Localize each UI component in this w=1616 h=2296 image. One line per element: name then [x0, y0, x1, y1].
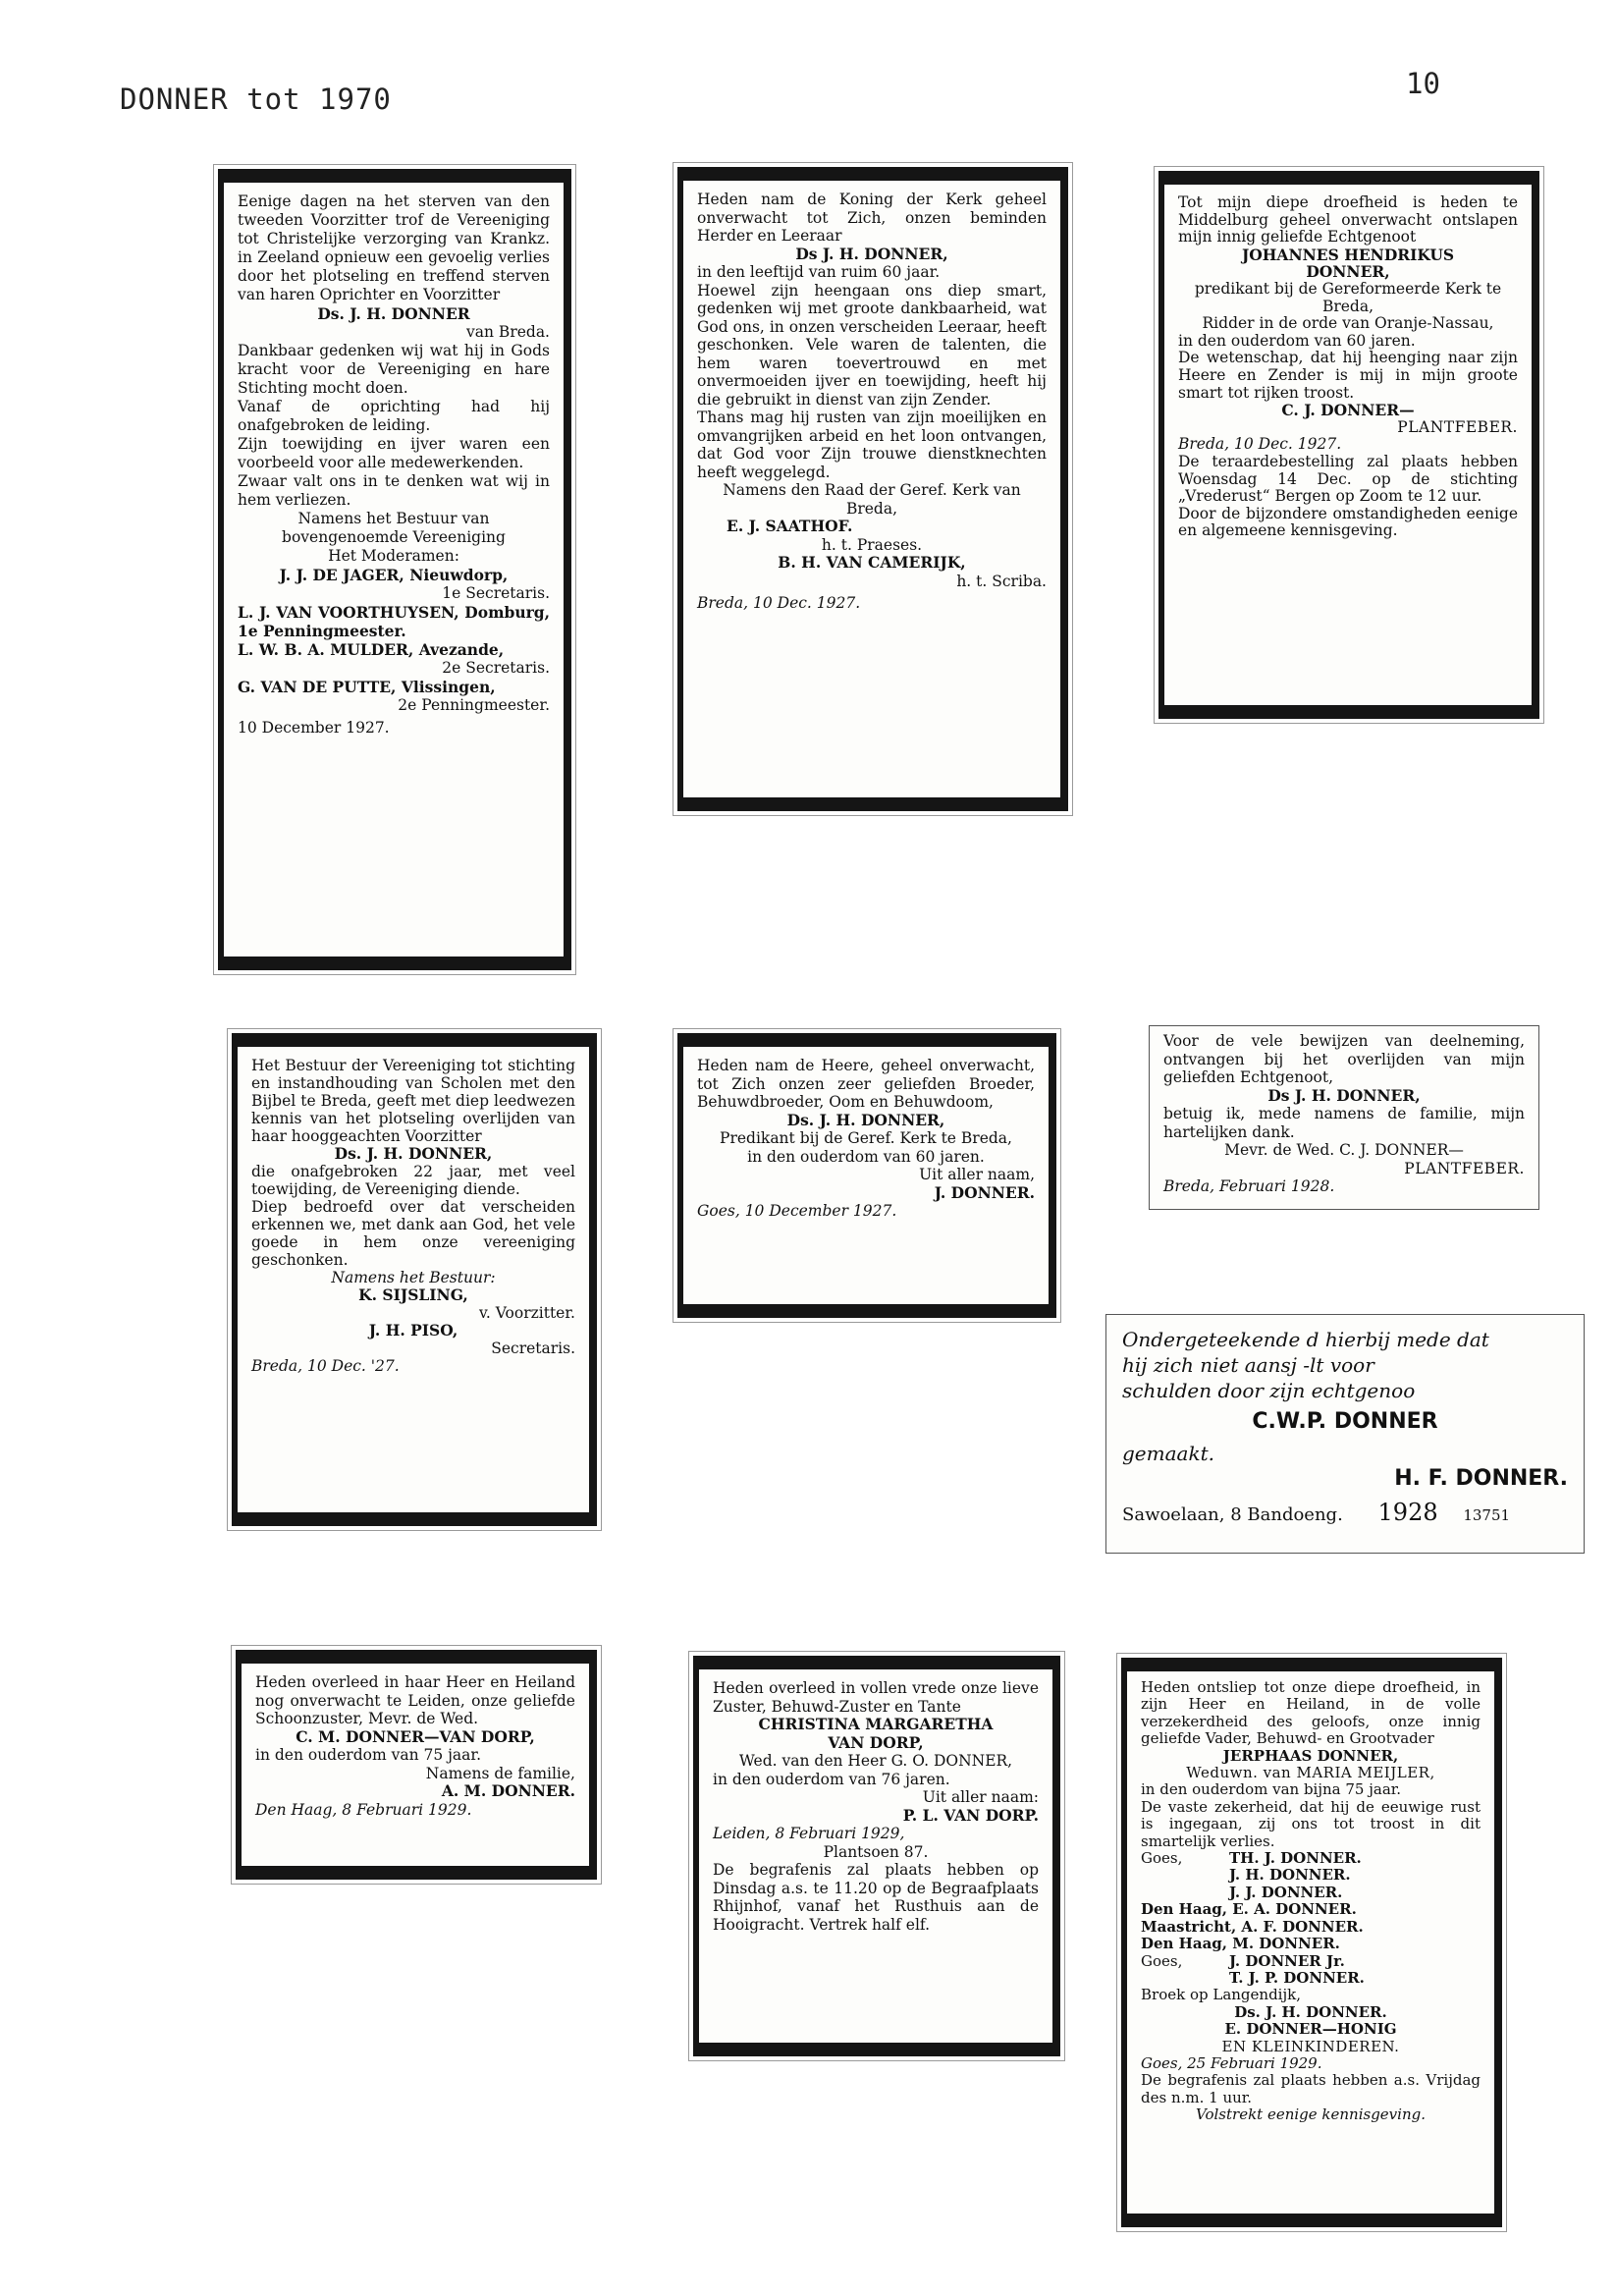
clip-signatory: A. M. DONNER. — [441, 1781, 575, 1800]
clip-signatory: J. DONNER. — [934, 1182, 1035, 1202]
clip-text: in den ouderdom van 60 jaren. — [1178, 331, 1416, 350]
clip-place: Goes, — [1141, 1849, 1183, 1868]
clip-signatory: Mevr. de Wed. C. J. DONNER— — [1224, 1141, 1464, 1159]
clip-signatory: Ds. J. H. DONNER. — [1234, 2002, 1387, 2021]
clip-text: Wed. van den Heer G. O. DONNER, — [738, 1752, 1013, 1770]
clip-signatory: J. H. DONNER. — [1229, 1866, 1351, 1885]
page-title: DONNER tot 1970 — [120, 82, 392, 116]
clip-name: VAN DORP, — [828, 1732, 924, 1752]
clip-text: in den leeftijd van ruim 60 jaar. — [697, 263, 941, 281]
clip-name: JERPHAAS DONNER, — [1222, 1746, 1399, 1765]
clip-date: Breda, 10 Dec. 1927. — [697, 594, 861, 612]
clip-text: Namens de familie, — [425, 1764, 575, 1782]
clip-date: Breda, 10 Dec. '27. — [251, 1357, 400, 1375]
clip-text: Namens het Bestuur: — [331, 1269, 496, 1286]
clip-text: PLANTFEBER. — [1404, 1159, 1525, 1177]
clip-text: Heden ontsliep tot onze diepe droefheid, in zijn Heer en Heiland, in de volle verzekerdheid des geloofs, onze innig geliefde Vader, Behuwd- en Grootvader — [1141, 1678, 1481, 1748]
clip-text: Zijn toewijding en ijver waren een voorbeeld voor alle medewerkenden. — [238, 435, 550, 471]
clipping-broeder-goes — [677, 1033, 1056, 1318]
clip-date: Goes, 10 December 1927. — [697, 1202, 897, 1220]
clip-text: Volstrekt eenige kennisgeving. — [1196, 2105, 1426, 2124]
clipping-kerkeraad-breda — [677, 167, 1068, 811]
clip-text: in den ouderdom van 75 jaar. — [255, 1746, 482, 1764]
clip-name: JOHANNES HENDRIKUS — [1241, 245, 1455, 264]
clip-text: predikant bij de Gereformeerde Kerk te Breda, — [1194, 279, 1502, 315]
clip-text: betuig ik, mede namens de familie, mijn hartelijken dank. — [1163, 1105, 1525, 1141]
clip-signatory: E. DONNER—HONIG — [1224, 2020, 1397, 2039]
clip-name: C. M. DONNER—VAN DORP, — [296, 1726, 535, 1746]
clip-date: Goes, 25 Februari 1929. — [1141, 2053, 1322, 2072]
clip-text: Hoewel zijn heengaan ons diep smart, gedenken wij met groote dankbaarheid, wat God ons, in onzen verscheiden Leeraar, heeft geschonken. Vele waren de talenten, die hem waren toevertrouwd en met onvermoeiden ijver en toewijding, heeft hij die gebruikt in dienst van zijn Zender. — [697, 281, 1047, 409]
clip-text: h. t. Praeses. — [821, 535, 923, 554]
clip-date: Leiden, 8 Februari 1929, — [713, 1825, 905, 1842]
clip-text: v. Voorzitter. — [478, 1304, 575, 1322]
clip-text: Ondergeteekende d hierbij mede dat — [1122, 1328, 1489, 1351]
clip-text: Uit aller naam: — [922, 1788, 1039, 1806]
clip-text: Zwaar valt ons in te denken wat wij in hem verliezen. — [238, 472, 550, 509]
clip-signatory: L. J. VAN VOORTHUYSEN, Domburg, 1e Penningmeester. — [238, 603, 550, 640]
page-number: 10 — [1406, 67, 1440, 100]
clip-text: Predikant bij de Geref. Kerk te Breda, — [720, 1129, 1012, 1147]
clip-text: Diep bedroefd over dat verscheiden erkennen we, met dank aan God, het vele goede in hem onze vereeniging geschonken. — [251, 1198, 575, 1269]
clip-signatory: J. J. DONNER. — [1229, 1883, 1343, 1901]
clip-text: van Breda. — [466, 323, 550, 341]
clip-date: Breda, 10 Dec. 1927. — [1178, 435, 1342, 454]
clip-signatory: J. DONNER Jr. — [1229, 1951, 1345, 1970]
clip-text: Voor de vele bewijzen van deelneming, ontvangen bij het overlijden van mijn geliefden Echtgenoot, — [1163, 1032, 1525, 1086]
clip-text: in den ouderdom van 60 jaren. — [747, 1147, 985, 1166]
clip-text: Heden nam de Koning der Kerk geheel onverwacht tot Zich, onzen beminden Herder en Leeraar — [697, 191, 1047, 245]
clip-text: Ridder in de orde van Oranje-Nassau, — [1202, 314, 1494, 333]
clip-text: Vanaf de oprichting had hij onafgebroken de leiding. — [238, 398, 550, 434]
clip-signatory: B. H. VAN CAMERIJK, — [778, 553, 966, 572]
clip-name: C.W.P. DONNER — [1252, 1409, 1438, 1434]
clip-signatory: E. J. SAATHOF. — [727, 517, 853, 535]
clipping-jerphaas-donner — [1121, 1658, 1502, 2227]
clip-text: 2e Penningmeester. — [398, 696, 550, 714]
clip-date: Den Haag, 8 Februari 1929. — [255, 1800, 472, 1819]
clip-signatory: G. VAN DE PUTTE, Vlissingen, — [238, 678, 496, 696]
clip-place: Broek op Langendijk, — [1141, 1986, 1301, 2004]
clipping-schoonzuster — [236, 1650, 597, 1880]
clip-signatory: J. J. DE JAGER, Nieuwdorp, — [279, 566, 509, 584]
clip-text: Weduwn. van MARIA MEIJLER, — [1186, 1764, 1435, 1782]
clip-text: PLANTFEBER. — [1397, 417, 1518, 436]
clip-text: Tot mijn diepe droefheid is heden te Middelburg geheel onverwacht ontslapen mijn innig geliefde Echtgenoot — [1178, 193, 1518, 246]
clip-text: 1e Secretaris. — [442, 584, 550, 602]
clip-name: Ds. J. H. DONNER, — [334, 1144, 493, 1163]
clip-text: De begrafenis zal plaats hebben op Dinsdag a.s. te 11.20 op de Begraafplaats Rhijnhof, vanaf het Rusthuis aan de Hooigracht. Vertrek half elf. — [713, 1861, 1039, 1934]
clip-signatory: H. F. DONNER. — [1394, 1466, 1568, 1491]
clip-place: Goes, — [1141, 1951, 1183, 1970]
clip-name: Ds J. H. DONNER, — [1267, 1085, 1421, 1105]
clip-text: in den ouderdom van 76 jaren. — [713, 1770, 950, 1788]
clip-date: 10 December 1927. — [238, 719, 390, 737]
clip-text: schulden door zijn echtgenoo — [1122, 1379, 1416, 1402]
clip-name: Ds J. H. DONNER, — [795, 244, 948, 263]
clip-signatory: K. SIJSLING, — [358, 1285, 468, 1304]
clip-text: Heden overleed in vollen vrede onze lieve Zuster, Behuwd-Zuster en Tante — [713, 1679, 1039, 1716]
clip-name: Ds. J. H. DONNER, — [786, 1110, 945, 1129]
clip-text: De vaste zekerheid, dat hij de eeuwige rust is ingegaan, zij ons tot troost in dit smartelijk verlies. — [1141, 1797, 1481, 1850]
clip-text: Door de bijzondere omstandigheden eenige en algemeene kennisgeving. — [1178, 504, 1518, 540]
clip-address: Sawoelaan, 8 Bandoeng. — [1122, 1504, 1343, 1525]
clip-signatory: T. J. P. DONNER. — [1229, 1968, 1365, 1987]
clip-text: h. t. Scriba. — [956, 572, 1047, 590]
clip-text: in den ouderdom van bijna 75 jaar. — [1141, 1780, 1402, 1799]
clipping-echtgenote — [1158, 171, 1539, 719]
clip-signatory: Den Haag, E. A. DONNER. — [1141, 1900, 1357, 1919]
clipping-bandoeng — [1105, 1314, 1585, 1554]
clip-text: Dankbaar gedenken wij wat hij in Gods kracht voor de Vereeniging en hare Stichting mocht doen. — [238, 342, 550, 397]
clip-name: DONNER, — [1306, 262, 1390, 282]
clip-text: Het Bestuur der Vereeniging tot stichting en instandhouding van Scholen met den Bijbel te Breda, geeft met diep leedwezen kennis van het plotseling overlijden van haar hooggeachten Voorzitter — [251, 1057, 575, 1145]
clip-signatory: TH. J. DONNER. — [1229, 1849, 1362, 1868]
clip-text: 2e Secretaris. — [442, 659, 550, 677]
clipping-van-dorp — [693, 1656, 1060, 2056]
clip-text: Eenige dagen na het sterven van den tweeden Voorzitter trof de Vereeniging tot Christelijke verzorging van Krankz. in Zeeland opnieuw een gevoelig verlies door het plotseling en treffend sterven van haren Oprichter en Voorzitter — [238, 192, 550, 303]
clip-signatory: C. J. DONNER— — [1281, 401, 1415, 420]
clip-text: Thans mag hij rusten van zijn moeilijken en omvangrijken arbeid en het loon ontvangen, dat God voor Zijn trouwe dienstknechten heeft weggelegd. — [697, 409, 1047, 481]
clip-signatory: P. L. VAN DORP. — [902, 1805, 1039, 1825]
clip-text: De teraardebestelling zal plaats hebben Woensdag 14 Dec. op de stichting „Vrederust“ Bergen op Zoom te 12 uur. — [1178, 452, 1518, 506]
clip-text: hij zich niet aansj -lt voor — [1122, 1353, 1374, 1377]
clip-text: EN KLEINKINDEREN. — [1221, 2037, 1400, 2055]
clip-text: Heden overleed in haar Heer en Heiland nog onverwacht te Leiden, onze geliefde Schoonzuster, Mevr. de Wed. — [255, 1673, 575, 1727]
clip-signatory: J. H. PISO, — [368, 1321, 458, 1339]
clip-code: 13751 — [1463, 1506, 1511, 1524]
clip-signatory: Den Haag, M. DONNER. — [1141, 1935, 1340, 1953]
clip-text: Uit aller naam, — [919, 1166, 1035, 1183]
clip-name: Ds. J. H. DONNER — [317, 304, 470, 323]
clip-text: Namens den Raad der Geref. Kerk van Breda, — [723, 481, 1021, 518]
clip-text: die onafgebroken 22 jaar, met veel toewijding, de Vereeniging diende. — [251, 1163, 575, 1198]
clip-text: Secretaris. — [491, 1339, 575, 1357]
clip-text: Namens het Bestuur van bovengenoemde Vereeniging — [282, 510, 506, 546]
clip-text: Het Moderamen: — [328, 547, 459, 565]
clip-signatory: L. W. B. A. MULDER, Avezande, — [238, 640, 505, 659]
clip-text: De wetenschap, dat hij heenging naar zijn Heere en Zender is mij in mijn groote smart tot rijken troost. — [1178, 349, 1518, 402]
clipping-vereeniging-krankzinnigen — [218, 169, 571, 970]
clip-address: Plantsoen 87. — [823, 1842, 929, 1861]
clip-signatory: Maastricht, A. F. DONNER. — [1141, 1917, 1364, 1936]
clip-text: Heden nam de Heere, geheel onverwacht, tot Zich onzen zeer geliefden Broeder, Behuwdbroeder, Oom en Behuwdoom, — [697, 1057, 1035, 1111]
clip-date: Breda, Februari 1928. — [1163, 1177, 1335, 1195]
clip-text: De begrafenis zal plaats hebben a.s. Vrijdag des n.m. 1 uur. — [1141, 2071, 1481, 2106]
clip-year-handwritten: 1928 — [1377, 1499, 1438, 1526]
clipping-schoolvereeniging — [232, 1033, 597, 1526]
clip-name: CHRISTINA MARGARETHA — [758, 1715, 994, 1733]
clip-text: gemaakt. — [1122, 1442, 1214, 1465]
clipping-dankbetuiging — [1149, 1025, 1539, 1210]
